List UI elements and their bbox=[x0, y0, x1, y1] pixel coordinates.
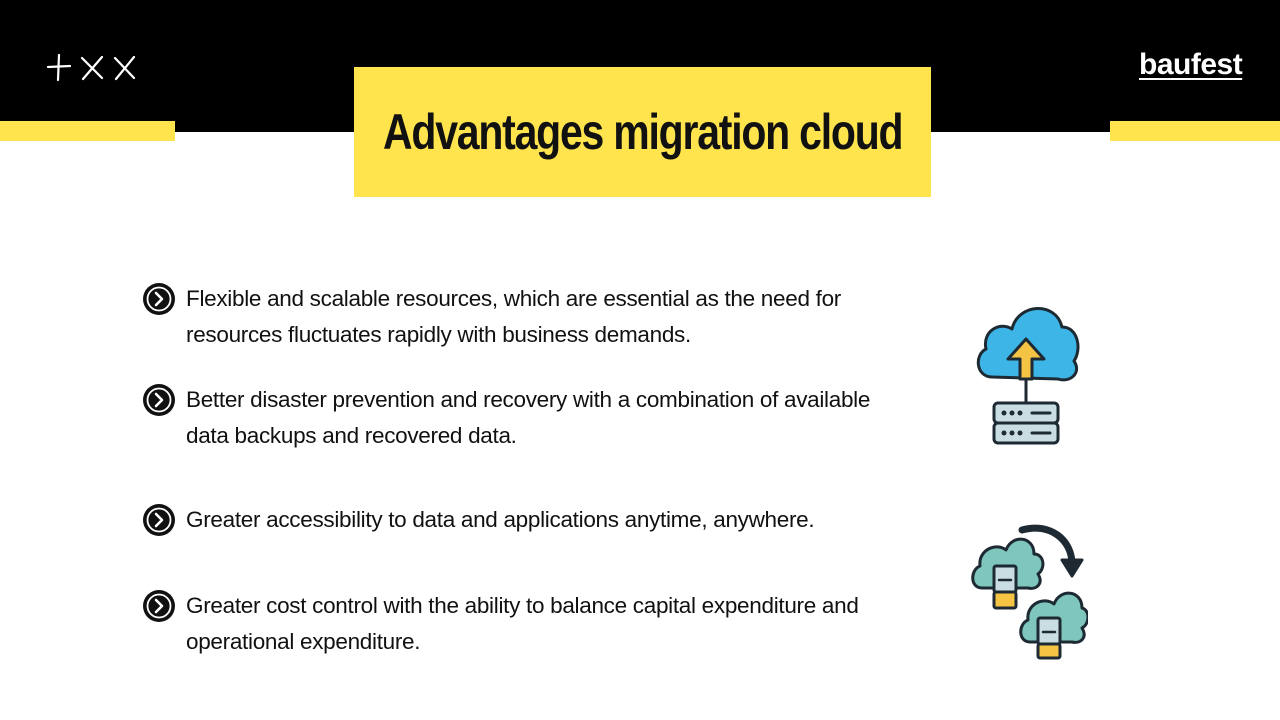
bullet-item bbox=[142, 281, 882, 353]
page-title: Advantages migration cloud bbox=[382, 104, 903, 160]
bullet-item bbox=[142, 588, 882, 660]
chevron-right-circle-icon bbox=[142, 503, 176, 537]
chevron-right-circle-icon bbox=[142, 282, 176, 316]
plus-x-x-marks-icon bbox=[44, 52, 138, 84]
title-box bbox=[354, 67, 931, 197]
chevron-right-circle-icon bbox=[142, 589, 176, 623]
bullet-text: Greater cost control with the ability to balance capital expenditure and operational expenditure. bbox=[186, 593, 859, 654]
accent-stripe-right bbox=[1110, 121, 1280, 141]
cloud-to-cloud-transfer-icon bbox=[968, 520, 1088, 662]
accent-stripe-left bbox=[0, 121, 175, 141]
chevron-right-circle-icon bbox=[142, 383, 176, 417]
bullet-item bbox=[142, 382, 882, 454]
baufest-logo[interactable]: baufest bbox=[1139, 48, 1243, 81]
bullet-text: Better disaster prevention and recovery with a combination of available data backups and recovered data. bbox=[186, 387, 871, 448]
cloud-upload-server-icon bbox=[970, 295, 1082, 453]
bullet-text: Flexible and scalable resources, which are essential as the need for resources fluctuates rapidly with business demands. bbox=[186, 286, 841, 347]
bullet-item bbox=[142, 502, 882, 538]
bullet-text: Greater accessibility to data and applications anytime, anywhere. bbox=[186, 507, 815, 532]
